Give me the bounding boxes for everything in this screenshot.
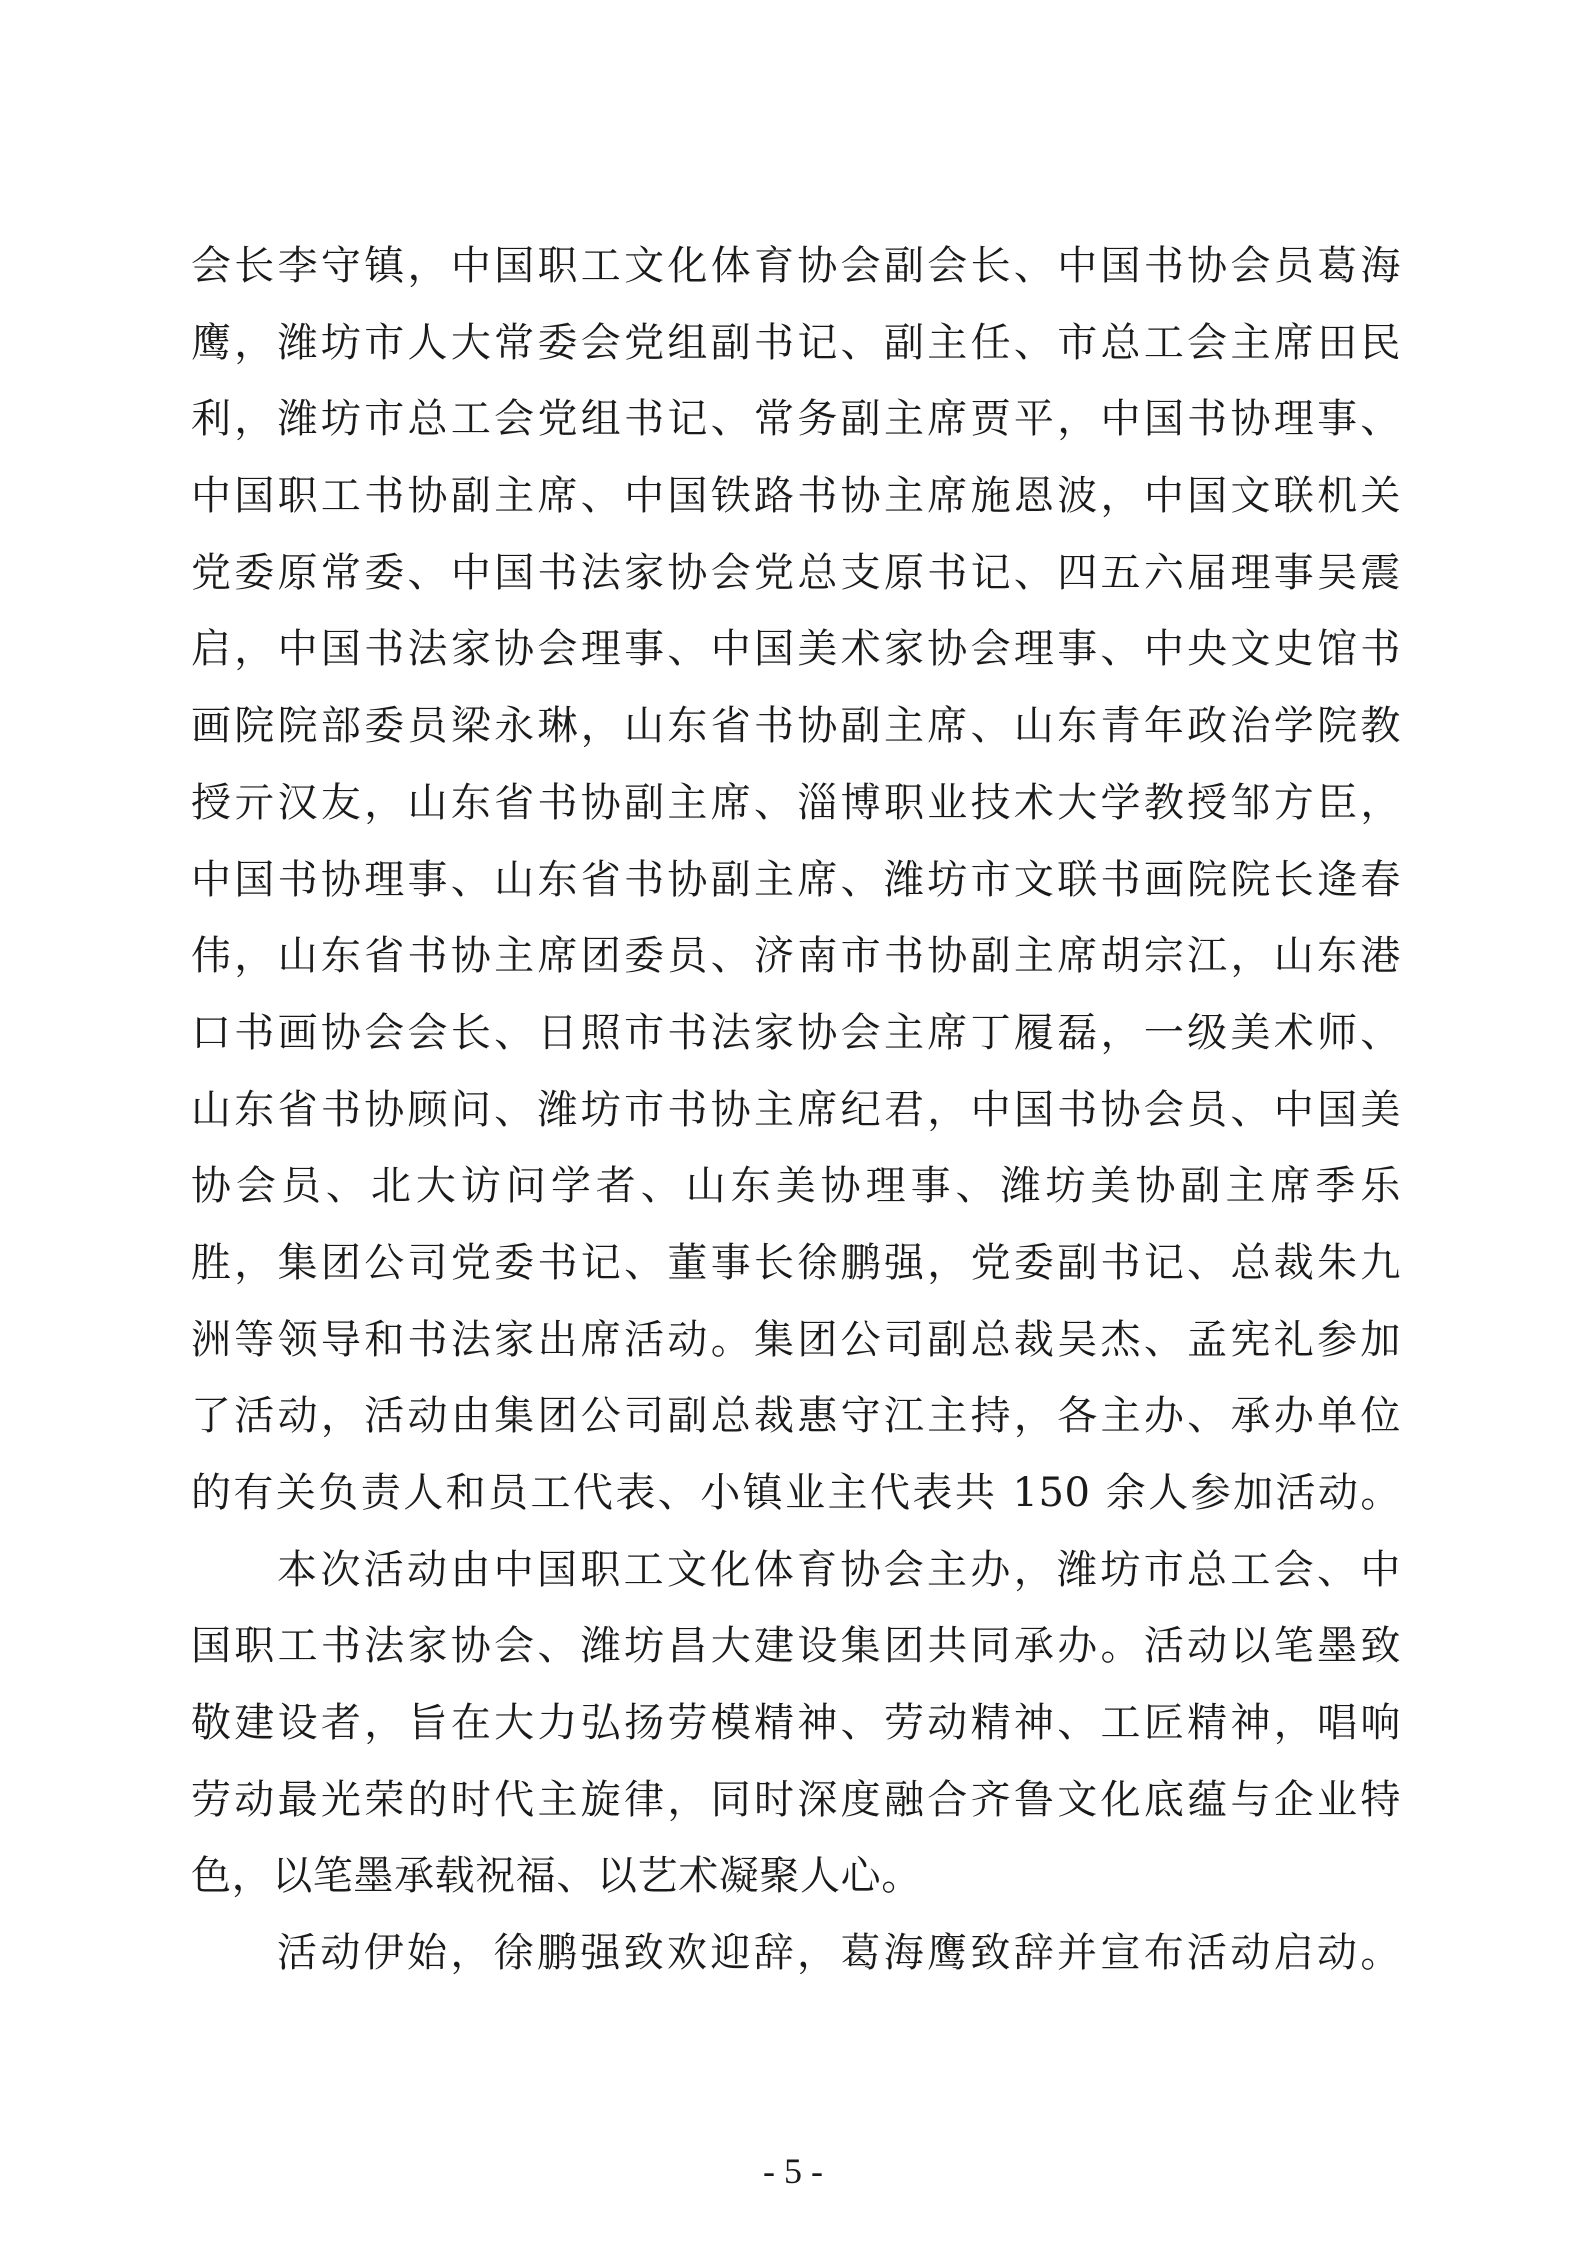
text-line: 伟，山东省书协主席团委员、济南市书协副主席胡宗江，山东港 [191, 933, 1401, 980]
text-line: 胜，集团公司党委书记、董事长徐鹏强，党委副书记、总裁朱九 [191, 1239, 1401, 1286]
text-line: 活动伊始，徐鹏强致欢迎辞，葛海鹰致辞并宣布活动启动。 [277, 1930, 1401, 1977]
paragraph-1 [191, 228, 1401, 1532]
paragraph-2 [191, 1532, 1401, 1915]
paragraph-3 [191, 1915, 1401, 1992]
page-number: - 5 - [763, 2151, 823, 2191]
text-line: 中国书协理事、山东省书协副主席、潍坊市文联书画院院长逄春 [191, 856, 1401, 903]
text-line: 启，中国书法家协会理事、中国美术家协会理事、中央文史馆书 [191, 626, 1401, 673]
text-line: 洲等领导和书法家出席活动。集团公司副总裁吴杰、孟宪礼参加 [191, 1316, 1401, 1363]
text-line: 敬建设者，旨在大力弘扬劳模精神、劳动精神、工匠精神，唱响 [191, 1700, 1401, 1747]
body-text [191, 228, 1401, 1992]
text-line: 协会员、北大访问学者、山东美协理事、潍坊美协副主席季乐 [191, 1163, 1401, 1210]
text-line: 党委原常委、中国书法家协会党总支原书记、四五六届理事吴震 [191, 549, 1401, 596]
text-line: 中国职工书协副主席、中国铁路书协主席施恩波，中国文联机关 [191, 473, 1401, 520]
text-line: 国职工书法家协会、潍坊昌大建设集团共同承办。活动以笔墨致 [191, 1623, 1401, 1670]
text-line: 鹰，潍坊市人大常委会党组副书记、副主任、市总工会主席田民 [191, 319, 1401, 366]
text-line: 了活动，活动由集团公司副总裁惠守江主持，各主办、承办单位 [191, 1393, 1401, 1440]
text-line: 山东省书协顾问、潍坊市书协主席纪君，中国书协会员、中国美 [191, 1086, 1401, 1133]
text-line: 色，以笔墨承载祝福、以艺术凝聚人心。 [191, 1853, 922, 1900]
text-line: 利，潍坊市总工会党组书记、常务副主席贾平，中国书协理事、 [191, 396, 1401, 443]
text-line: 授亓汉友，山东省书协副主席、淄博职业技术大学教授邹方臣， [191, 779, 1401, 826]
text-line: 本次活动由中国职工文化体育协会主办，潍坊市总工会、中 [277, 1546, 1401, 1593]
text-line: 会长李守镇，中国职工文化体育协会副会长、中国书协会员葛海 [191, 243, 1401, 289]
text-line: 画院院部委员梁永琳，山东省书协副主席、山东青年政治学院教 [191, 703, 1401, 750]
text-line: 口书画协会会长、日照市书法家协会主席丁履磊，一级美术师、 [191, 1009, 1401, 1056]
text-line: 的有关负责人和员工代表、小镇业主代表共 150 余人参加活动。 [191, 1470, 1401, 1516]
text-line: 劳动最光荣的时代主旋律，同时深度融合齐鲁文化底蕴与企业特 [191, 1776, 1401, 1823]
